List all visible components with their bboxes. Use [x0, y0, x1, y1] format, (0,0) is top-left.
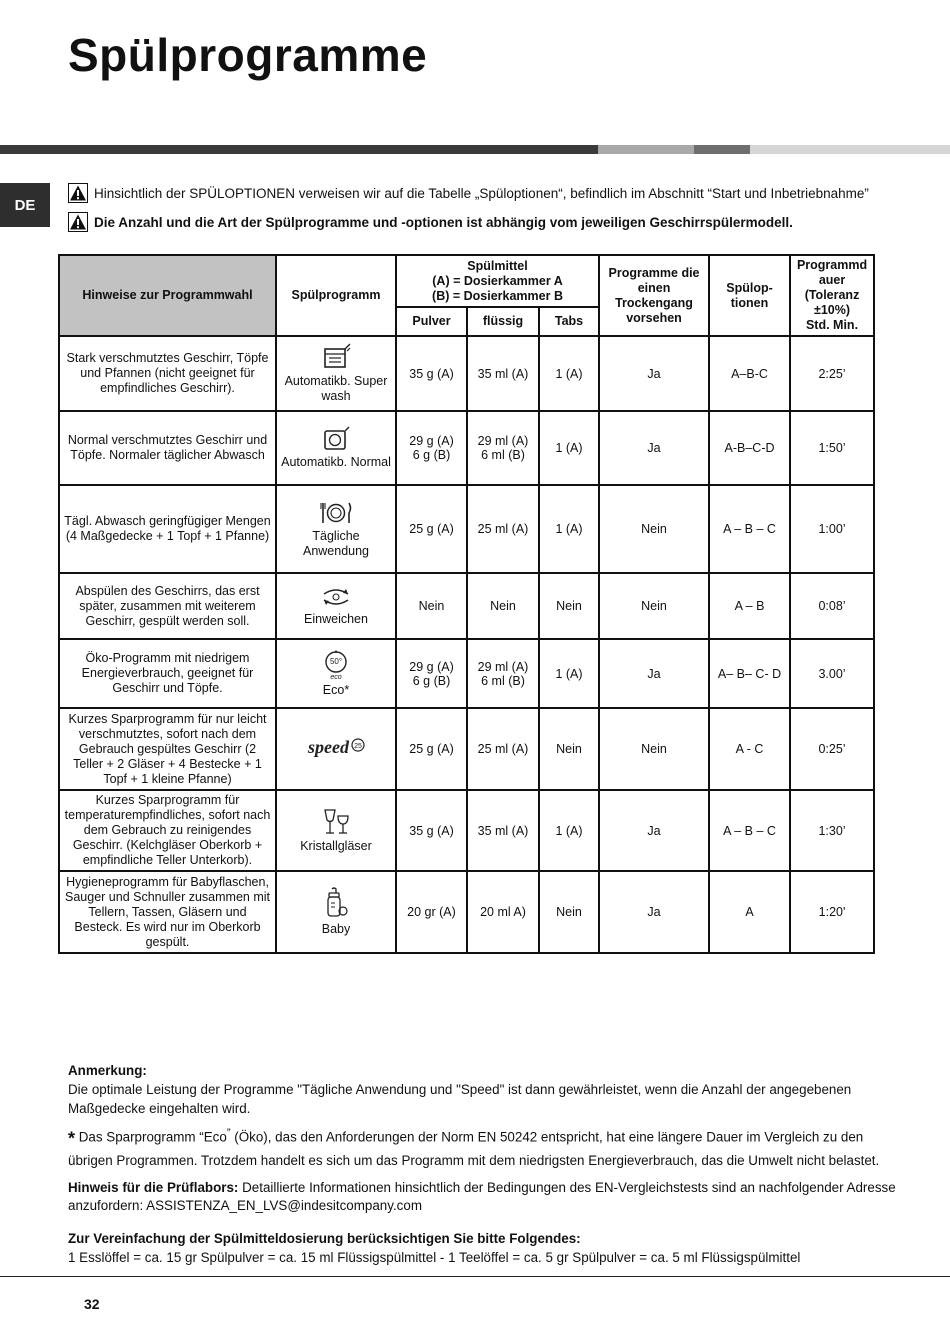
program-cell [276, 573, 396, 639]
duration-cell: 1:30’ [790, 790, 874, 871]
tabs-cell: 1 (A) [539, 790, 599, 871]
options-cell: A – B – C [709, 485, 790, 573]
table-row [59, 871, 874, 953]
eco-text-a: Das Sparprogramm “Eco [75, 1129, 227, 1145]
header-tabs: Tabs [539, 307, 599, 336]
tabs-cell: 1 (A) [539, 639, 599, 708]
table-row [59, 336, 874, 411]
table-row [59, 639, 874, 708]
hint-cell: Stark verschmutztes Geschirr, Töpfe und Pfannen (nicht geeignet für empfindliches Geschirr). [59, 336, 276, 411]
program-label: Tägliche Anwendung [302, 528, 370, 558]
options-cell: A – B [709, 573, 790, 639]
eco-text-quote: ” [226, 1127, 231, 1140]
daily-plate-cutlery-icon [318, 500, 354, 526]
duration-cell: 1:50’ [790, 411, 874, 485]
header-drying: Programme die einen Trockengang vorsehen [599, 255, 709, 336]
speed-logo-text: speed [308, 736, 349, 757]
options-cell: A – B – C [709, 790, 790, 871]
program-cell [276, 790, 396, 871]
powder-cell: 29 g (A) 6 g (B) [396, 411, 467, 485]
header-program: Spülprogramm [276, 255, 396, 336]
drying-cell: Ja [599, 790, 709, 871]
duration-cell: 2:25’ [790, 336, 874, 411]
options-cell: A-B–C-D [709, 411, 790, 485]
eco-word-text: eco [330, 673, 342, 680]
hint-cell: Normal verschmutztes Geschirr und Töpfe. Normaler täglicher Abwasch [59, 411, 276, 485]
powder-cell: Nein [396, 573, 467, 639]
liquid-cell: 25 ml (A) [467, 708, 539, 790]
liquid-cell: 35 ml (A) [467, 790, 539, 871]
liquid-cell: 29 ml (A) 6 ml (B) [467, 411, 539, 485]
tabs-cell: Nein [539, 573, 599, 639]
powder-cell: 35 g (A) [396, 336, 467, 411]
notice-models-text: Die Anzahl und die Art der Spülprogramme und -optionen ist abhängig vom jeweiligen Geschirrspülermodell. [94, 214, 793, 230]
eco-text-b: (Öko), das den Anforderungen der Norm EN 50242 entspricht, hat eine längere Dauer im Vergleich zu den übrigen Programmen. Trotzdem handelt es sich um das Programm mit dem niedrigsten Energieverbrauch, das die Umwelt nicht belastet. [68, 1129, 880, 1168]
dosing-text: 1 Esslöffel = ca. 15 gr Spülpulver = ca. 15 ml Flüssigspülmittel - 1 Teelöffel = ca. 5 gr Spülpulver = ca. 5 ml Flüssigspülmittel [68, 1250, 801, 1266]
liquid-cell: 35 ml (A) [467, 336, 539, 411]
header-detergent: Spülmittel (A) = Dosierkammer A (B) = Dosierkammer B [396, 255, 599, 307]
warning-triangle-icon [68, 183, 88, 203]
lab-note [68, 1179, 898, 1217]
hint-cell: Kurzes Sparprogramm für nur leicht verschmutztes, sofort nach dem Gebrauch gespültes Geschirr (2 Teller + 2 Gläser + 4 Bestecke + 1 Topf + 1 kleine Pfanne) [59, 708, 276, 790]
hint-cell: Öko-Programm mit niedrigem Energieverbrauch, geeignet für Geschirr und Töpfe. [59, 639, 276, 708]
table-row [59, 485, 874, 573]
hint-cell: Kurzes Sparprogramm für temperaturempfindliches, sofort nach dem Gebrauch zu reinigendes Geschirr. (Kelchgläser Oberkorb + empfindliche Teller Unterkorb). [59, 790, 276, 871]
powder-cell: 25 g (A) [396, 485, 467, 573]
powder-cell: 29 g (A) 6 g (B) [396, 639, 467, 708]
auto-normal-icon [321, 426, 351, 452]
options-cell: A–B-C [709, 336, 790, 411]
footer-divider [0, 1276, 950, 1277]
hint-cell: Abspülen des Geschirrs, das erst später, zusammen mit weiterem Geschirr, gespült werden soll. [59, 573, 276, 639]
drying-cell: Nein [599, 485, 709, 573]
program-table [58, 254, 875, 954]
program-cell [276, 485, 396, 573]
header-bar-dark [0, 145, 598, 154]
hint-cell: Tägl. Abwasch geringfügiger Mengen (4 Maßgedecke + 1 Topf + 1 Pfanne) [59, 485, 276, 573]
tabs-cell: Nein [539, 871, 599, 953]
hint-cell: Hygieneprogramm für Babyflaschen, Sauger und Schnuller zusammen mit Tellern, Tassen, Gläsern und Besteck. Es wird nur im Oberkorb gespült. [59, 871, 276, 953]
duration-cell: 1:00’ [790, 485, 874, 573]
tabs-cell: Nein [539, 708, 599, 790]
program-label: Kristallgläser [300, 838, 372, 853]
crystal-glasses-icon [321, 808, 351, 836]
tabs-cell: 1 (A) [539, 411, 599, 485]
duration-cell: 1:20' [790, 871, 874, 953]
program-label: Baby [321, 922, 351, 936]
options-cell: A– B– C- D [709, 639, 790, 708]
remark-note [68, 1062, 898, 1118]
drying-cell: Ja [599, 639, 709, 708]
warning-triangle-icon [68, 212, 88, 232]
drying-cell: Ja [599, 871, 709, 953]
remark-title: Anmerkung: [68, 1063, 147, 1078]
eco-temperature-text: 50° [329, 656, 343, 666]
program-cell [276, 336, 396, 411]
eco-50-icon [321, 650, 351, 680]
header-hint: Hinweise zur Programmwahl [59, 255, 276, 336]
program-cell [276, 708, 396, 790]
drying-cell: Ja [599, 411, 709, 485]
notice-models [68, 212, 793, 232]
drying-cell: Ja [599, 336, 709, 411]
dosing-title: Zur Vereinfachung der Spülmitteldosierung berücksichtigen Sie bitte Folgendes: [68, 1231, 581, 1247]
header-bar-light [598, 145, 694, 154]
liquid-cell: 20 ml A) [467, 871, 539, 953]
options-cell: A [709, 871, 790, 953]
notice-options [68, 183, 869, 203]
powder-cell: 20 gr (A) [396, 871, 467, 953]
lab-title: Hinweis für die Prüflabors: [68, 1179, 239, 1195]
eco-note [68, 1126, 898, 1170]
page-number: 32 [84, 1296, 100, 1312]
table-row [59, 790, 874, 871]
table-row [59, 411, 874, 485]
baby-bottle-icon [323, 887, 349, 919]
program-label: Automatikb. Normal [281, 455, 391, 469]
header-liquid: flüssig [467, 307, 539, 336]
powder-cell: 25 g (A) [396, 708, 467, 790]
notice-options-text: Hinsichtlich der SPÜLOPTIONEN verweisen wir auf die Tabelle „Spüloptionen“, befindlich im Abschnitt “Start und Inbetriebnahme” [94, 185, 869, 201]
duration-cell: 3.00’ [790, 639, 874, 708]
liquid-cell: Nein [467, 573, 539, 639]
liquid-cell: 25 ml (A) [467, 485, 539, 573]
program-cell [276, 639, 396, 708]
liquid-cell: 29 ml (A) 6 ml (B) [467, 639, 539, 708]
tabs-cell: 1 (A) [539, 485, 599, 573]
speed-number-text: 25 [354, 742, 362, 750]
options-cell: A - C [709, 708, 790, 790]
dosing-note [68, 1230, 898, 1268]
duration-cell: 0:08’ [790, 573, 874, 639]
drying-cell: Nein [599, 708, 709, 790]
program-label: Eco* [322, 682, 350, 697]
tabs-cell: 1 (A) [539, 336, 599, 411]
powder-cell: 35 g (A) [396, 790, 467, 871]
speed-logo-icon [306, 735, 366, 761]
program-cell [276, 411, 396, 485]
header-bar-pale [750, 145, 950, 154]
eco-star: * [68, 1128, 76, 1149]
header-powder: Pulver [396, 307, 467, 336]
page-title: Spülprogramme [68, 29, 428, 81]
program-label: Automatikb. Super wash [284, 374, 388, 403]
notes-section [68, 1062, 898, 1276]
remark-text: Die optimale Leistung der Programme "Tägliche Anwendung und "Speed" ist dann gewährleistet, wenn die Anzahl der angegebenen Maßgedecke eingehalten wird. [68, 1081, 852, 1116]
duration-cell: 0:25’ [790, 708, 874, 790]
super-wash-icon [321, 343, 351, 371]
drying-cell: Nein [599, 573, 709, 639]
header-options: Spülop- tionen [709, 255, 790, 336]
lab-text: Detaillierte Informationen hinsichtlich der Bedingungen des EN-Vergleichstests sind an nachfolgender Adresse anzufordern: ASSISTENZA_EN_LVS@indesitcompany.com [68, 1179, 896, 1214]
program-label: Einweichen [304, 612, 368, 626]
language-badge: DE [0, 183, 50, 227]
header-bar-mid [694, 145, 750, 154]
table-row [59, 573, 874, 639]
table-row [59, 708, 874, 790]
header-duration: Programmd auer (Toleranz ±10%) Std. Min. [790, 255, 874, 336]
program-cell [276, 871, 396, 953]
soak-icon [320, 585, 352, 609]
